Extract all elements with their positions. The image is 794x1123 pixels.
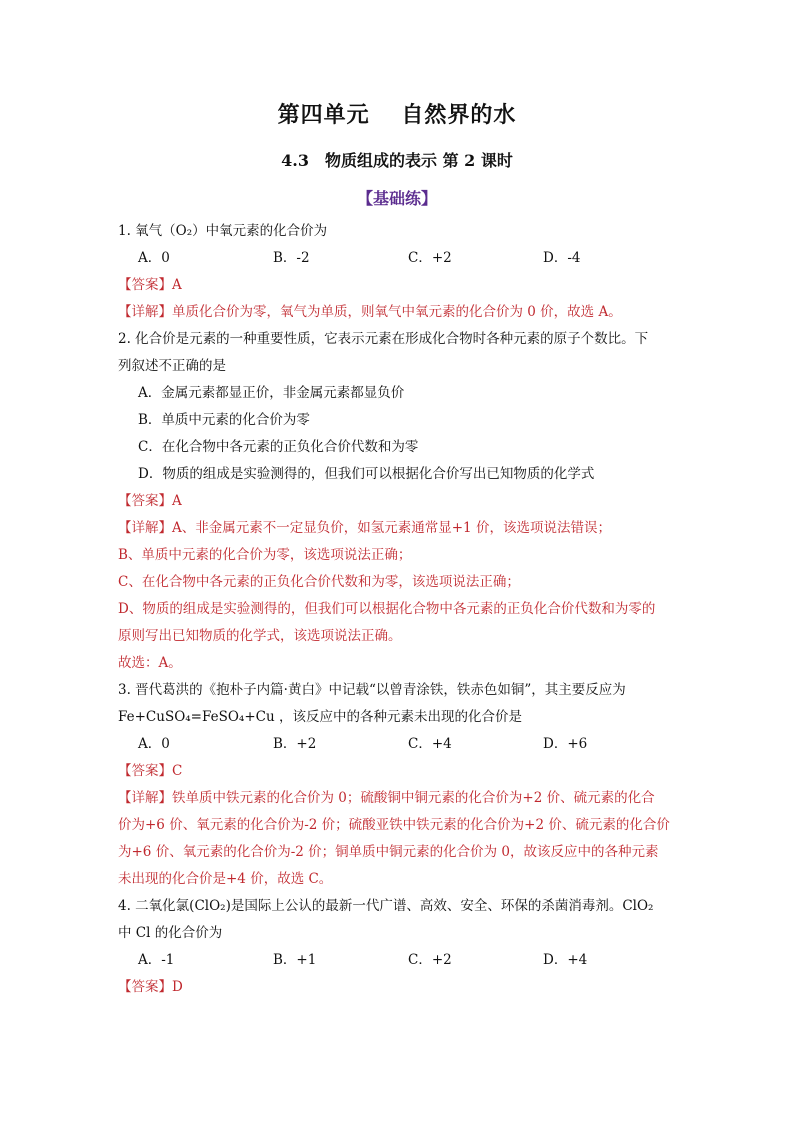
q1-options <box>118 245 678 272</box>
question-list <box>118 218 678 1001</box>
q4-option-c: C．+2 <box>408 952 452 968</box>
q3-detail-line-1: 【详解】铁单质中铁元素的化合价为 0；硫酸铜中铜元素的化合价为+2 价、硫元素的化合 <box>118 790 655 806</box>
q4-option-d: D．+4 <box>543 952 588 968</box>
section-heading: 【基础练】 <box>356 189 437 208</box>
q2-option-c: C．在化合物中各元素的正负化合价代数和为零 <box>138 439 419 455</box>
q2-detail-line-4: D、物质的组成是实验测得的，但我们可以根据化合物中各元素的正负化合价代数和为零的 <box>118 601 656 617</box>
q2-option-a: A．金属元素都显正价，非金属元素都显负价 <box>138 385 405 401</box>
q2-detail-line-5: 原则写出已知物质的化学式，该选项说法正确。 <box>118 628 402 644</box>
q1-detail: 【详解】单质化合价为零，氧气为单质，则氧气中氧元素的化合价为 0 价，故选 A。 <box>118 304 622 320</box>
q4-option-a: A．-1 <box>138 952 175 968</box>
q2-stem-line-1: 2. 化合价是元素的一种重要性质，它表示元素在形成化合物时各种元素的原子个数比。下 <box>118 331 649 347</box>
q2-detail-line-1: 【详解】A、非金属元素不一定显负价，如氢元素通常显+1 价，该选项说法错误； <box>118 520 611 536</box>
q3-stem-line-2: Fe+CuSO₄=FeSO₄+Cu ，该反应中的各种元素未出现的化合价是 <box>118 709 522 725</box>
q4-stem-line-1: 4. 二氧化氯(ClO₂)是国际上公认的最新一代广谱、高效、安全、环保的杀菌消毒剂。ClO₂ <box>118 898 654 914</box>
q1-option-b: B．-2 <box>273 250 310 266</box>
q1-option-c: C．+2 <box>408 250 452 266</box>
q1-option-a: A．0 <box>138 250 170 266</box>
q2-option-d: D．物质的组成是实验测得的，但我们可以根据化合价写出已知物质的化学式 <box>138 466 595 482</box>
q3-detail-line-4: 未出现的化合价是+4 价，故选 C。 <box>118 871 333 887</box>
lesson-subtitle: 4.3 物质组成的表示 第 2 课时 <box>281 151 513 170</box>
q3-option-d: D．+6 <box>543 736 588 752</box>
q2-stem-line-2: 列叙述不正确的是 <box>118 358 226 374</box>
q3-options <box>118 731 678 758</box>
q1-answer: 【答案】A <box>118 277 182 293</box>
q2-detail-line-6: 故选：A。 <box>118 655 182 671</box>
q2-detail-line-3: C、在化合物中各元素的正负化合价代数和为零，该选项说法正确； <box>118 574 520 590</box>
q3-detail-line-3: 为+6 价、氧元素的化合价为-2 价；铜单质中铜元素的化合价为 0，故该反应中的各种元素 <box>118 844 659 860</box>
q3-option-b: B．+2 <box>273 736 317 752</box>
q1-option-d: D．-4 <box>543 250 581 266</box>
q4-stem-line-2: 中 Cl 的化合价为 <box>118 925 223 941</box>
q3-stem-line-1: 3. 晋代葛洪的《抱朴子内篇·黄白》中记载“以曾青涂铁，铁赤色如铜”，其主要反应为 <box>118 682 626 698</box>
q2-option-b: B．单质中元素的化合价为零 <box>138 412 310 428</box>
q4-option-b: B．+1 <box>273 952 317 968</box>
page-title: 第四单元 自然界的水 <box>277 102 517 128</box>
q2-answer: 【答案】A <box>118 493 182 509</box>
q1-stem: 1. 氧气（O₂）中氧元素的化合价为 <box>118 223 328 239</box>
q3-option-a: A．0 <box>138 736 170 752</box>
q2-detail-line-2: B、单质中元素的化合价为零，该选项说法正确； <box>118 547 412 563</box>
q3-detail-line-2: 价为+6 价、氧元素的化合价为-2 价；硫酸亚铁中铁元素的化合价为+2 价、硫元素的化合价 <box>118 817 670 833</box>
q4-options <box>118 947 678 974</box>
q3-option-c: C．+4 <box>408 736 452 752</box>
q3-answer: 【答案】C <box>118 763 183 779</box>
q4-answer: 【答案】D <box>118 979 183 995</box>
